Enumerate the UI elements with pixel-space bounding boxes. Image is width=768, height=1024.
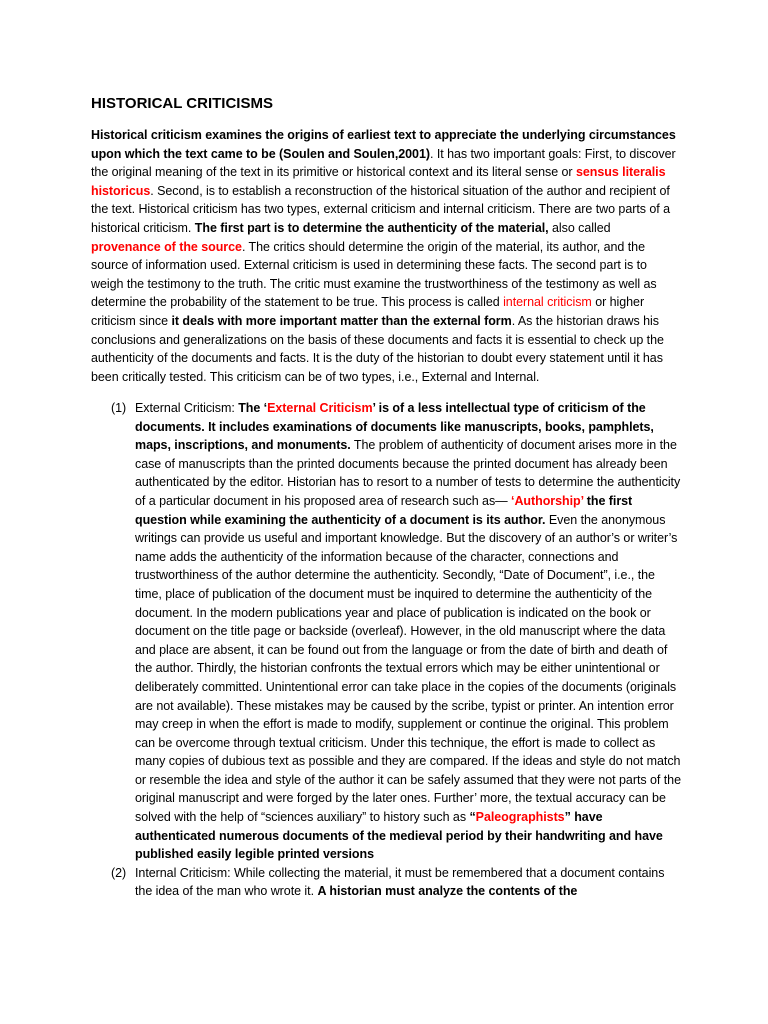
intro-bold-first-part: The first part is to determine the authenticity of the material, xyxy=(194,220,549,235)
intro-text: also called xyxy=(548,220,611,235)
item-bold-text: ’ is of a less intellectual type of criticism of the documents. It includes examinations of documents like manuscripts, books, pamphlets, maps, inscriptions, and monuments. xyxy=(135,401,654,453)
intro-text: . Second, is to establish a reconstruction of the historical situation of the author and recipient of the text. Historical criticism has two types, external criticism and internal criticism. There are two parts of a historical criticism. xyxy=(91,183,671,235)
intro-paragraph xyxy=(91,126,681,386)
intro-text: or higher criticism since xyxy=(91,295,645,328)
intro-text: . It has two important goals: First, to discover the original meaning of the text in its primitive or historical context and its literal sense or xyxy=(91,146,676,180)
item-text: Even the anonymous writings can provide us useful and important knowledge. But the discovery of an author’s or writer’s name adds the authenticity of the information because of the character, connections and trustworthiness of the author determine the authenticity. Secondly, “Date of Document”, i.e., the time, place of publication of the document must be inquired to determine the authenticity of the document. In the modern publications year and place of publication is indicated on the book or document on the title page or backside (overleaf). However, in the old manuscript where the data and place are absent, it can be found out from the language or from the date of birth and death of the author. Thirdly, the historian confronts the textual errors which may be either unintentional or deliberately committed. Unintentional error can take place in the copies of the documents (originals are not available). These mistakes may be caused by the scribe, typist or printer. An intention error may creep in when the effort is made to modify, supplement or continue the original. This problem can be overcome through textual criticism. Under this technique, the effort is made to collect as many copies of dubious text as possible and they are compared. If the ideas and style do not match or resemble the idea and style of the author it can be safely assumed that they were not parts of the original manuscript and were forged by the later ones. Further’ more, the textual accuracy can be solved with the help of “sciences auxiliary” to history such as xyxy=(135,512,681,825)
intro-bold-important-matter: it deals with more important matter than the external form xyxy=(171,313,512,328)
list-item-external-criticism xyxy=(91,399,681,864)
item-text: Internal Criticism: While collecting the material, it must be remembered that a document contains the idea of the man who wrote it. xyxy=(135,865,665,899)
list-item-internal-criticism xyxy=(91,864,681,901)
intro-term-sensus-literalis: sensus literalis historicus xyxy=(91,165,666,198)
item-bold-text: ” have authenticated numerous documents of the medieval period by their handwriting and have published easily legible printed versions xyxy=(135,810,663,862)
intro-text: . As the historian draws his conclusions and generalizations on the basis of these documents and facts it is essential to check up the authenticity of the documents and facts. It is the duty of the historian to doubt every statement until it has been critically tested. This criticism can be of two types, i.e., External and Internal. xyxy=(91,313,664,384)
intro-term-provenance: provenance of the source xyxy=(91,239,242,254)
term-authorship: ‘Authorship’ xyxy=(511,493,584,508)
item-text: External Criticism: xyxy=(135,401,239,415)
item-bold-text: A historian must analyze the contents of the xyxy=(317,884,578,899)
item-bold-text: The ‘ xyxy=(238,401,268,415)
item-text: The problem of authenticity of document arises more in the case of manuscripts than the printed documents because the printed document has already been authenticated by the editor. Historian has to resort to a number of tests to determine the authenticity of a particular document in his proposed area of research such as— xyxy=(135,438,681,508)
intro-bold-lead: Historical criticism examines the origins of earliest text to appreciate the underlying circumstances upon which the text came to be (Soulen and Soulen,2001) xyxy=(91,128,676,161)
criticism-types-list xyxy=(91,399,681,901)
document-title: HISTORICAL CRITICISMS xyxy=(91,95,273,112)
item-bold-text: “ xyxy=(469,810,476,825)
term-external-criticism: External Criticism xyxy=(267,401,373,415)
intro-term-internal-criticism: internal criticism xyxy=(503,295,592,310)
item-bold-text: the first question while examining the authenticity of a document is its author. xyxy=(135,493,633,527)
intro-text: . The critics should determine the origin of the material, its author, and the source of information used. External criticism is used in determining these facts. The second part is to weigh the testimony to the truth. The critic must examine the trustworthiness of the testimony as well as determine the probability of the statement to be true. This process is called xyxy=(91,239,657,310)
list-item-number: (2) xyxy=(111,865,127,880)
list-item-number: (1) xyxy=(111,401,127,415)
term-paleographists: Paleographists xyxy=(475,810,565,825)
